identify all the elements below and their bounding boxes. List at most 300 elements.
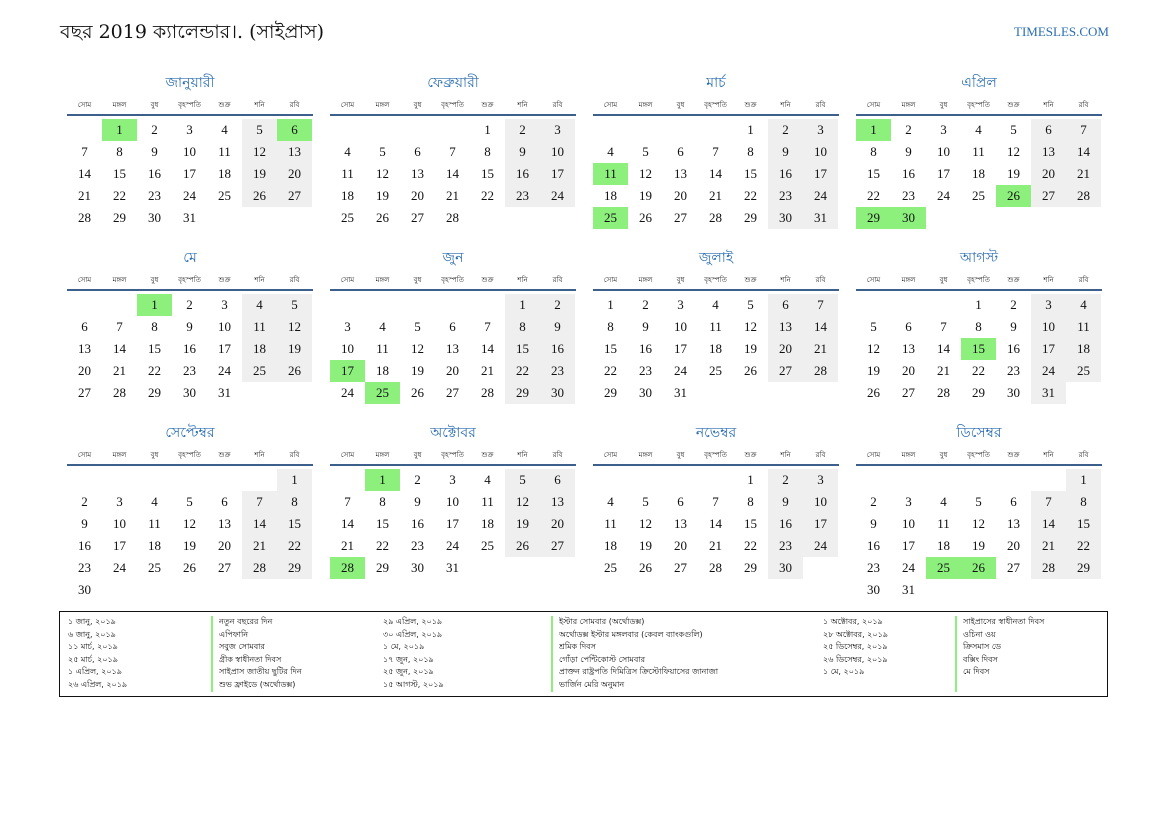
weekday-label: শুক্র [481,276,494,284]
day-cell: 29 [744,210,757,225]
day-cell: 12 [1007,144,1020,159]
holiday-date: ২৫ জুন, ২০১৯ [383,667,434,676]
header-rule [330,114,576,116]
holiday-date: ১১ মার্চ, ২০১৯ [68,642,118,651]
day-cell: 19 [867,363,880,378]
day-cell: 3 [905,494,912,509]
month-block [856,72,1102,240]
weekday-label: সোম [340,101,355,109]
day-cell: 14 [803,316,838,338]
holiday-names-column [955,616,1105,692]
day-cell: 28 [113,385,126,400]
day-cell: 27 [1031,185,1066,207]
holiday-name: নতুন বছরের দিন [219,617,273,626]
day-grid [856,469,1102,601]
weekday-label: সোম [603,451,618,459]
day-cell: 2 [905,122,912,137]
empty-cell [698,119,733,141]
day-cell: 15 [277,513,312,535]
weekday-label: শনি [254,276,265,284]
day-cell: 30 [768,557,803,579]
weekday-label: রবি [1078,276,1089,284]
holiday-date: ১ এপ্রিল, ২০১৯ [68,667,122,676]
day-cell: 11 [376,341,389,356]
day-cell: 3 [221,297,228,312]
day-cell: 22 [744,538,757,553]
holiday-day-cell: 15 [961,338,996,360]
holiday-name: ভার্জিন মেরি অনুমান [559,679,625,689]
day-cell: 3 [116,494,123,509]
header-rule [67,289,313,291]
day-cell: 30 [411,560,424,575]
day-cell: 23 [411,538,424,553]
day-cell: 13 [277,141,312,163]
weekday-header [593,98,839,112]
day-cell: 16 [411,516,424,531]
month-block [330,247,576,415]
day-cell: 6 [540,469,575,491]
day-cell: 31 [1031,382,1066,404]
empty-cell [926,294,961,316]
weekday-label: শুক্র [218,101,231,109]
weekday-label: শুক্র [218,451,231,459]
weekday-label: বৃহস্পতি [704,101,727,109]
holiday-date: ২৫ মার্চ, ২০১৯ [68,654,118,664]
month-block [330,72,576,240]
holiday-name: ওচিনা ওয় [963,629,996,639]
day-cell: 28 [446,210,459,225]
empty-cell [172,469,207,491]
weekday-label: শনি [1043,451,1054,459]
site-link[interactable]: TIMESLES.COM [1014,24,1109,39]
day-cell: 9 [768,141,803,163]
day-grid [67,119,313,229]
day-cell: 19 [1007,166,1020,181]
weekday-label: রবি [1078,101,1089,109]
day-grid [330,294,576,404]
day-cell: 7 [344,494,351,509]
day-cell: 9 [81,516,88,531]
holiday-name: প্রাক্তন রাষ্ট্রপতি দিমিত্রিস ক্রিস্টোফিয়াসের জানাজা [559,667,719,676]
day-cell: 29 [505,382,540,404]
day-cell: 27 [446,385,459,400]
empty-cell [891,294,926,316]
day-cell: 24 [446,538,459,553]
holiday-day-cell: 26 [996,185,1031,207]
empty-cell [400,119,435,141]
day-cell: 1 [505,294,540,316]
month-block [593,72,839,240]
header-rule [330,289,576,291]
weekday-label: রবি [289,276,300,284]
day-cell: 20 [218,538,231,553]
day-cell: 10 [218,319,231,334]
day-cell: 16 [768,163,803,185]
day-cell: 10 [902,516,915,531]
day-cell: 28 [937,385,950,400]
day-cell: 17 [183,166,196,181]
day-cell: 16 [78,538,91,553]
holiday-date: ২৯ এপ্রিল, ২০১৯ [383,617,443,626]
weekday-label: রবি [289,451,300,459]
holiday-day-cell: 17 [330,360,365,382]
weekday-label: বৃহস্পতি [704,451,727,459]
day-cell: 18 [709,341,722,356]
holiday-name: অর্থোডক্স ইস্টার মঙ্গলবার (কেবল ব্যাংকগুলি) [559,629,703,639]
day-cell: 13 [540,491,575,513]
day-cell: 29 [972,385,985,400]
day-cell: 30 [867,582,880,597]
day-cell: 11 [709,319,722,334]
day-cell: 31 [902,582,915,597]
day-cell: 28 [78,210,91,225]
holiday-name: বক্সিং দিবস [963,654,998,664]
day-cell: 4 [151,494,158,509]
day-cell: 9 [151,144,158,159]
holiday-date: ২৮ অক্টোবর, ২০১৯ [823,629,888,639]
day-cell: 11 [937,516,950,531]
day-cell: 2 [870,494,877,509]
day-cell: 17 [1031,338,1066,360]
holiday-date: ১ মে, ২০১৯ [823,667,865,676]
day-cell: 3 [344,319,351,334]
day-cell: 4 [975,122,982,137]
header-rule [67,464,313,466]
day-cell: 2 [1010,297,1017,312]
day-cell: 4 [484,472,491,487]
weekday-header [593,273,839,287]
day-cell: 5 [747,297,754,312]
holiday-name: সবুজ সোমবার [219,642,265,651]
day-cell: 11 [218,144,231,159]
day-cell: 4 [221,122,228,137]
day-grid [67,294,313,404]
day-cell: 6 [449,319,456,334]
day-cell: 28 [1066,185,1101,207]
holiday-dates-column [68,616,209,692]
day-cell: 9 [505,141,540,163]
holiday-name: গোঁড়া পেন্টিকোস্ট সোমবার [559,654,646,664]
weekday-label: সোম [866,101,881,109]
day-cell: 12 [639,166,652,181]
day-cell: 19 [242,163,277,185]
day-cell: 21 [1031,535,1066,557]
weekday-label: বৃহস্পতি [178,276,201,284]
month-name: মে [183,250,197,266]
weekday-label: শনি [517,276,528,284]
day-cell: 1 [747,122,754,137]
holiday-day-cell: 25 [926,557,961,579]
day-cell: 10 [937,144,950,159]
day-cell: 13 [446,341,459,356]
day-cell: 23 [639,363,652,378]
holiday-name: গ্রীক স্বাধীনতা দিবস [219,654,282,664]
day-cell: 14 [481,341,494,356]
day-cell: 12 [867,341,880,356]
day-cell: 9 [540,316,575,338]
day-cell: 28 [803,360,838,382]
day-cell: 21 [242,535,277,557]
weekday-label: শুক্র [218,276,231,284]
header-rule [856,114,1102,116]
holiday-name: ইস্টার সোমবার (অর্থোডক্স) [559,617,645,626]
day-cell: 17 [803,513,838,535]
weekday-header [856,273,1102,287]
day-cell: 28 [242,557,277,579]
day-cell: 24 [902,560,915,575]
day-cell: 14 [1066,141,1101,163]
holiday-name: ক্রিসমাস ডে [963,642,1001,651]
month-block [593,422,839,590]
weekday-label: বৃহস্পতি [967,451,990,459]
day-cell: 16 [183,341,196,356]
day-cell: 22 [481,188,494,203]
weekday-label: রবি [815,451,826,459]
holiday-date: ১৫ আগস্ট, ২০১৯ [383,679,444,689]
day-cell: 15 [505,338,540,360]
day-cell: 20 [768,338,803,360]
day-cell: 15 [113,166,126,181]
empty-cell [996,469,1031,491]
empty-cell [663,119,698,141]
day-cell: 25 [972,188,985,203]
day-cell: 15 [867,166,880,181]
day-cell: 10 [540,141,575,163]
day-cell: 3 [940,122,947,137]
weekday-label: বৃহস্পতি [967,276,990,284]
day-cell: 9 [870,516,877,531]
day-cell: 7 [81,144,88,159]
empty-cell [365,294,400,316]
month-block [593,247,839,415]
holiday-name: সাইপ্রাস জাতীয় ছুটির দিন [219,667,302,676]
day-cell: 5 [642,144,649,159]
day-cell: 18 [341,188,354,203]
day-cell: 1 [1066,469,1101,491]
holiday-day-cell: 1 [365,469,400,491]
weekday-label: বুধ [676,451,685,459]
day-cell: 19 [639,538,652,553]
day-cell: 23 [505,185,540,207]
day-cell: 13 [674,166,687,181]
holiday-day-cell: 30 [891,207,926,229]
month-name: জানুয়ারী [165,75,215,91]
weekday-header [67,273,313,287]
day-cell: 14 [1031,513,1066,535]
day-cell: 5 [186,494,193,509]
month-name: ডিসেম্বর [956,425,1002,441]
day-cell: 22 [867,188,880,203]
day-cell: 4 [607,494,614,509]
holiday-name: শ্রমিক দিবস [559,642,596,651]
day-cell: 9 [905,144,912,159]
day-cell: 14 [341,516,354,531]
day-cell: 17 [218,341,231,356]
day-cell: 27 [768,360,803,382]
day-cell: 20 [411,188,424,203]
day-cell: 13 [902,341,915,356]
empty-cell [102,294,137,316]
weekday-label: বৃহস্পতি [441,451,464,459]
empty-cell [67,294,102,316]
day-cell: 19 [277,338,312,360]
weekday-label: মঙ্গল [901,451,916,459]
page-title: বছর 2019 ক্যালেন্ডার।. (সাইপ্রাস) [60,21,325,43]
day-cell: 4 [940,494,947,509]
weekday-label: শুক্র [1007,101,1020,109]
weekday-label: বুধ [413,276,422,284]
day-cell: 4 [712,297,719,312]
day-cell: 18 [242,338,277,360]
header-rule [330,464,576,466]
holiday-date: ২৬ ডিসেম্বর, ২০১৯ [823,654,888,664]
day-cell: 25 [1066,360,1101,382]
weekday-label: বুধ [150,451,159,459]
day-cell: 18 [604,188,617,203]
day-cell: 15 [148,341,161,356]
day-cell: 25 [341,210,354,225]
day-cell: 15 [744,166,757,181]
day-cell: 17 [937,166,950,181]
empty-cell [663,469,698,491]
weekday-label: শনি [1043,276,1054,284]
day-cell: 24 [540,185,575,207]
weekday-label: বুধ [939,101,948,109]
weekday-label: বুধ [676,101,685,109]
month-block [67,72,313,240]
empty-cell [102,469,137,491]
day-cell: 12 [376,166,389,181]
day-cell: 10 [446,494,459,509]
empty-cell [330,469,365,491]
day-cell: 26 [867,385,880,400]
day-cell: 3 [540,119,575,141]
day-cell: 21 [446,188,459,203]
day-cell: 24 [341,385,354,400]
empty-cell [856,469,891,491]
empty-cell [137,469,172,491]
day-cell: 2 [768,119,803,141]
holiday-day-cell: 28 [330,557,365,579]
day-cell: 9 [1010,319,1017,334]
day-cell: 21 [113,363,126,378]
day-cell: 19 [744,341,757,356]
day-cell: 27 [218,560,231,575]
weekday-label: শুক্র [481,451,494,459]
holiday-day-cell: 25 [365,382,400,404]
day-cell: 20 [902,363,915,378]
header-rule [856,464,1102,466]
weekday-label: বৃহস্পতি [441,101,464,109]
day-cell: 4 [242,294,277,316]
day-cell: 6 [414,144,421,159]
day-cell: 11 [1066,316,1101,338]
empty-cell [961,469,996,491]
day-cell: 13 [411,166,424,181]
weekday-label: মঙ্গল [638,451,653,459]
day-cell: 12 [242,141,277,163]
day-cell: 16 [505,163,540,185]
weekday-label: শনি [780,101,791,109]
holiday-list [59,611,1108,697]
day-cell: 23 [148,188,161,203]
weekday-label: শনি [517,451,528,459]
weekday-label: মঙ্গল [375,451,390,459]
day-cell: 3 [803,119,838,141]
day-cell: 22 [148,363,161,378]
weekday-header [330,273,576,287]
day-cell: 17 [902,538,915,553]
day-cell: 20 [446,363,459,378]
day-cell: 16 [902,166,915,181]
weekday-header [330,448,576,462]
day-cell: 26 [376,210,389,225]
empty-cell [470,294,505,316]
day-grid [330,469,576,579]
day-cell: 13 [1031,141,1066,163]
weekday-label: মঙ্গল [901,276,916,284]
day-cell: 3 [803,469,838,491]
day-cell: 19 [411,363,424,378]
empty-cell [856,294,891,316]
day-cell: 26 [639,210,652,225]
holiday-day-cell: 25 [593,207,628,229]
day-cell: 14 [709,516,722,531]
day-cell: 31 [183,210,196,225]
day-cell: 8 [151,319,158,334]
day-cell: 3 [186,122,193,137]
day-cell: 14 [446,166,459,181]
day-cell: 7 [116,319,123,334]
weekday-label: রবি [289,101,300,109]
month-block [67,422,313,597]
day-cell: 18 [218,166,231,181]
day-cell: 7 [1031,491,1066,513]
day-cell: 19 [183,538,196,553]
day-cell: 20 [78,363,91,378]
weekday-label: রবি [552,101,563,109]
weekday-label: শনি [1043,101,1054,109]
day-cell: 27 [674,210,687,225]
day-cell: 24 [803,535,838,557]
day-cell: 8 [116,144,123,159]
day-cell: 1 [277,469,312,491]
weekday-label: শনি [254,451,265,459]
empty-cell [435,294,470,316]
weekday-label: বৃহস্পতি [441,276,464,284]
day-cell: 6 [768,294,803,316]
day-cell: 7 [242,491,277,513]
day-cell: 5 [379,144,386,159]
day-cell: 23 [78,560,91,575]
day-cell: 12 [411,341,424,356]
day-cell: 2 [81,494,88,509]
day-cell: 8 [607,319,614,334]
day-cell: 8 [379,494,386,509]
day-cell: 6 [677,144,684,159]
day-cell: 21 [481,363,494,378]
day-cell: 30 [183,385,196,400]
weekday-label: শুক্র [1007,276,1020,284]
day-cell: 14 [78,166,91,181]
day-cell: 9 [414,494,421,509]
day-grid [593,119,839,229]
day-cell: 5 [642,494,649,509]
day-cell: 29 [376,560,389,575]
month-name: এপ্রিল [961,75,997,91]
weekday-label: শনি [254,101,265,109]
weekday-header [67,98,313,112]
